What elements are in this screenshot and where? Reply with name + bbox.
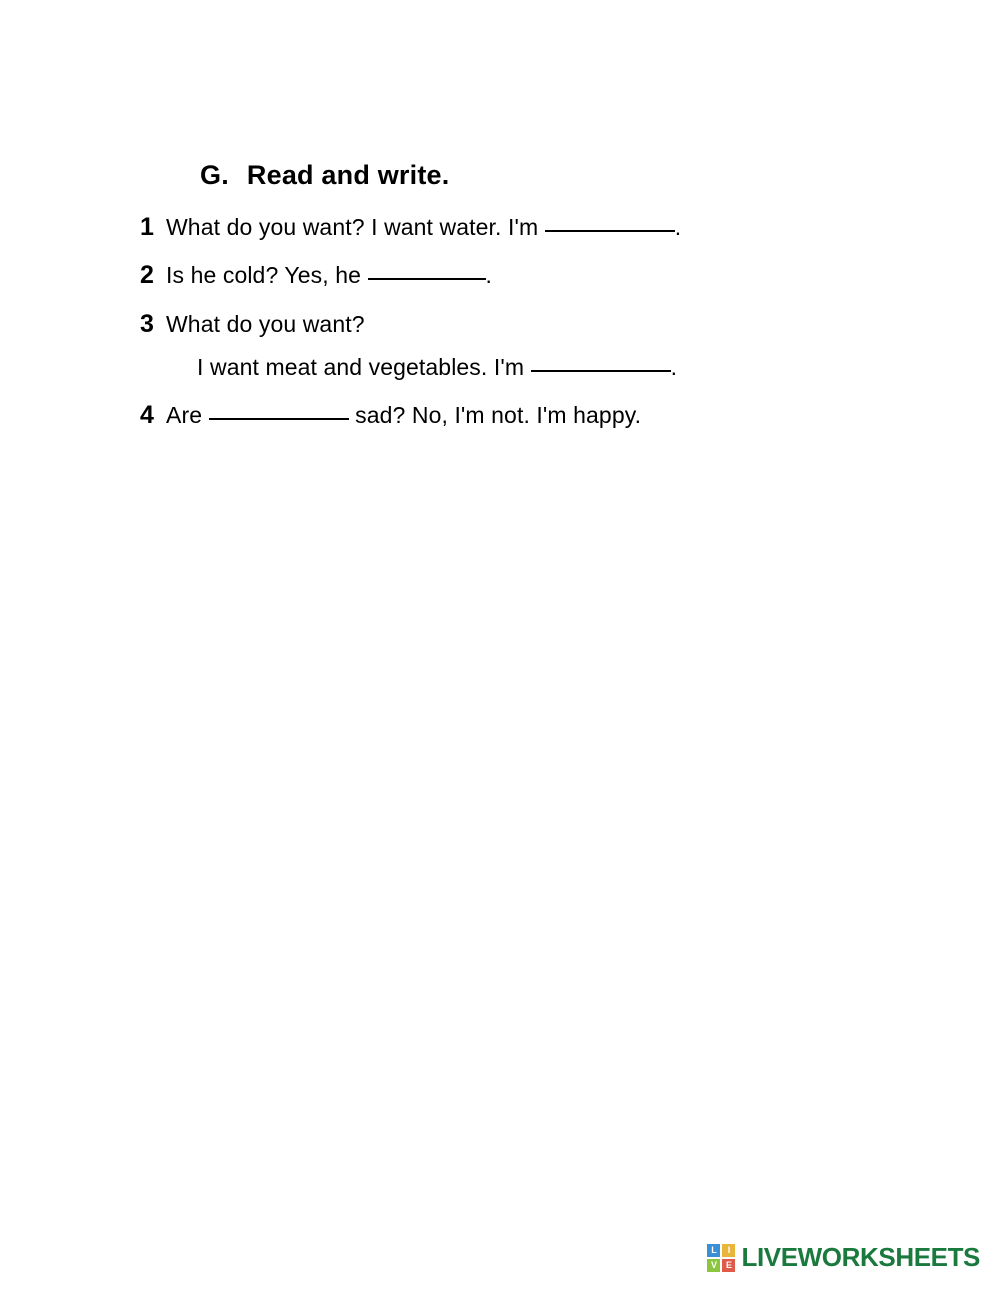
item-number: 1 bbox=[140, 213, 154, 241]
question-list bbox=[140, 212, 920, 448]
item-text: What do you want? bbox=[166, 310, 365, 337]
answer-blank[interactable] bbox=[545, 230, 675, 232]
item-text-after: sad? No, I'm not. I'm happy. bbox=[355, 401, 642, 428]
exercise-heading bbox=[200, 160, 449, 191]
answer-blank[interactable] bbox=[531, 370, 671, 372]
item-text-before: What do you want? I want water. I'm bbox=[166, 214, 539, 240]
exercise-letter: G. bbox=[200, 160, 229, 190]
answer-blank[interactable] bbox=[368, 278, 486, 280]
logo-cell-i: I bbox=[722, 1244, 735, 1257]
list-item bbox=[140, 400, 920, 431]
logo-text: LIVEWORKSHEETS bbox=[741, 1242, 980, 1272]
item-number: 2 bbox=[140, 261, 154, 290]
logo-cell-l: L bbox=[707, 1244, 720, 1257]
liveworksheets-logo[interactable] bbox=[707, 1242, 980, 1273]
item-text bbox=[166, 261, 492, 291]
logo-cell-e: E bbox=[722, 1259, 735, 1272]
item-text-before: Is he cold? Yes, he bbox=[166, 262, 361, 289]
logo-mark-icon bbox=[707, 1244, 735, 1272]
list-item bbox=[140, 260, 920, 291]
logo-cell-v: V bbox=[707, 1259, 720, 1272]
item-text bbox=[166, 401, 641, 431]
continuation-text-before: I want meat and vegetables. I'm bbox=[197, 353, 525, 380]
item-text bbox=[166, 213, 681, 243]
list-item bbox=[140, 212, 920, 243]
item-number: 3 bbox=[140, 309, 154, 338]
answer-blank[interactable] bbox=[209, 418, 349, 420]
item-number: 4 bbox=[140, 400, 154, 429]
item-text-before: Are bbox=[166, 401, 203, 428]
item-text-continuation bbox=[197, 353, 920, 383]
continuation-text-after: . bbox=[670, 353, 678, 380]
list-item bbox=[140, 309, 920, 340]
item-text-after: . bbox=[674, 214, 682, 240]
item-text-after: . bbox=[485, 262, 492, 289]
exercise-title: Read and write. bbox=[246, 160, 450, 190]
